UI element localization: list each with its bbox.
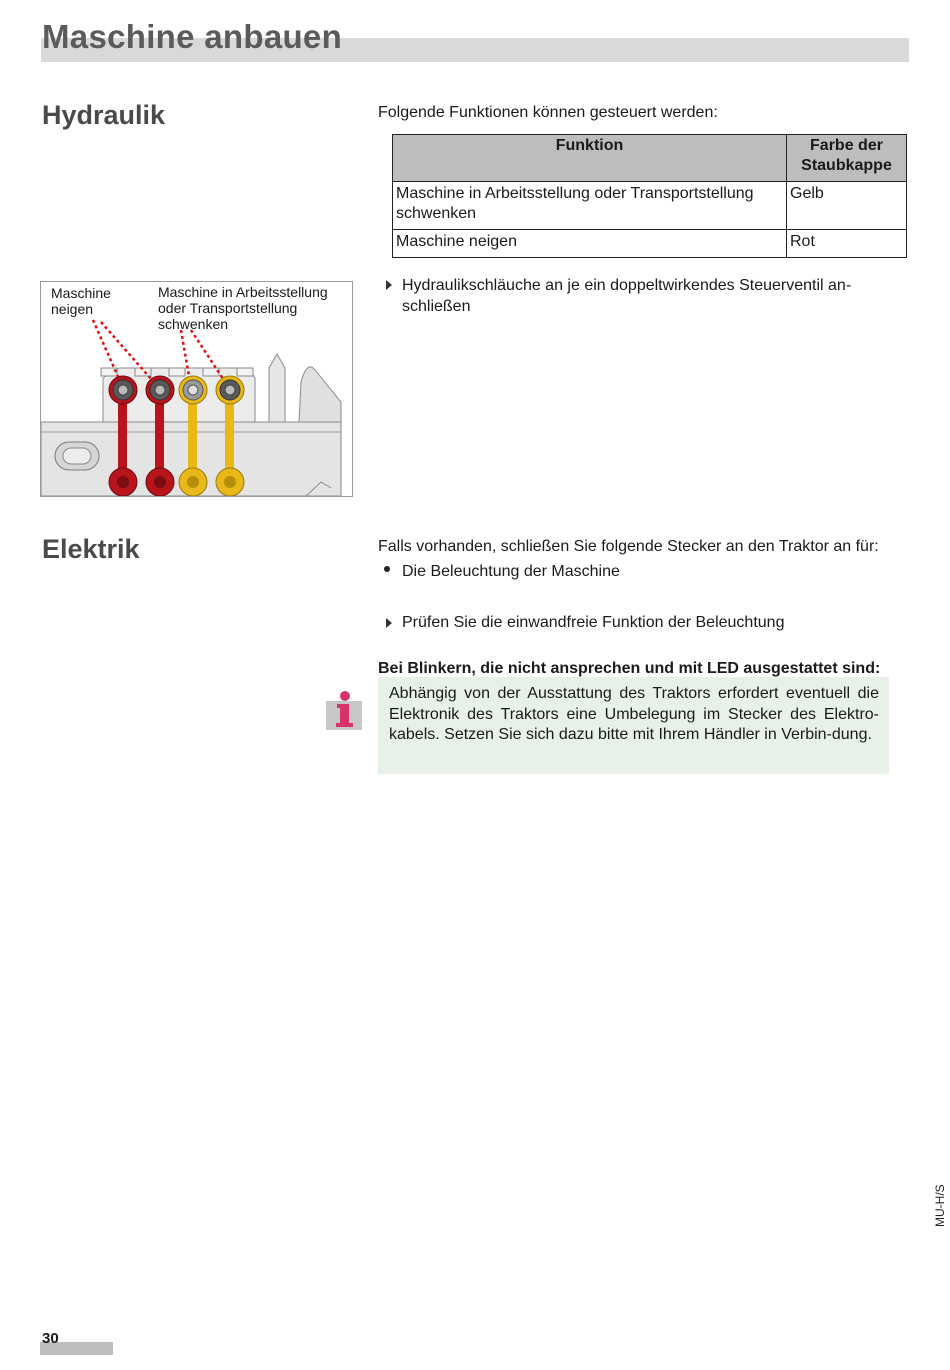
info-note-box [378, 677, 889, 774]
elektrik-intro: Falls vorhanden, schließen Sie folgende Stecker an den Traktor an für: [378, 538, 879, 555]
table-cell-function: Maschine neigen [393, 230, 787, 258]
elektrik-heading: Elektrik [42, 534, 140, 564]
function-table [392, 134, 907, 258]
instruction-arrow-icon [386, 618, 392, 628]
table-row [393, 230, 907, 258]
instruction-arrow-icon [386, 280, 392, 290]
figure-label-neigen: Maschine neigen [51, 285, 111, 317]
elektrik-bullet: Die Beleuchtung der Maschine [402, 563, 620, 580]
hydraulic-couplings-illustration [41, 282, 352, 496]
hydraulik-intro: Folgende Funktionen können gesteuert werden: [378, 104, 718, 121]
hydraulik-instruction: Hydraulikschläuche an je ein doppeltwirkendes Steuerventil an-schließen [402, 277, 852, 315]
hydraulic-couplings-figure [40, 281, 353, 497]
document-code [933, 1184, 950, 1247]
info-note-text: Abhängig von der Ausstattung des Traktors erfordert eventuell die Elektronik des Traktors eine Umbelegung im Stecker des Elektro-kabels. Setzen Sie sich dazu bitte mit Ihrem Händler in Verbin-dung. [389, 685, 879, 743]
elektrik-instruction: Prüfen Sie die einwandfreie Funktion der Beleuchtung [402, 614, 785, 631]
table-cell-function: Maschine in Arbeitsstellung oder Transportstellung schwenken [393, 182, 787, 230]
table-cell-color: Gelb [787, 182, 907, 230]
table-header-funktion: Funktion [393, 135, 787, 182]
note-heading: Bei Blinkern, die nicht ansprechen und mit LED ausgestattet sind: [378, 660, 881, 677]
table-header-farbe: Farbe der Staubkappe [787, 135, 907, 182]
table-cell-color: Rot [787, 230, 907, 258]
figure-label-schwenken: Maschine in Arbeitsstellung oder Transportstellung schwenken [158, 284, 328, 332]
table-row [393, 182, 907, 230]
hydraulik-heading: Hydraulik [42, 100, 166, 130]
page-number: 30 [42, 1330, 59, 1347]
document-code-text: MU-H/S [933, 1184, 947, 1227]
info-icon [326, 690, 362, 730]
table-header-row [393, 135, 907, 182]
bullet-icon [384, 566, 390, 572]
page-title: Maschine anbauen [42, 18, 343, 55]
